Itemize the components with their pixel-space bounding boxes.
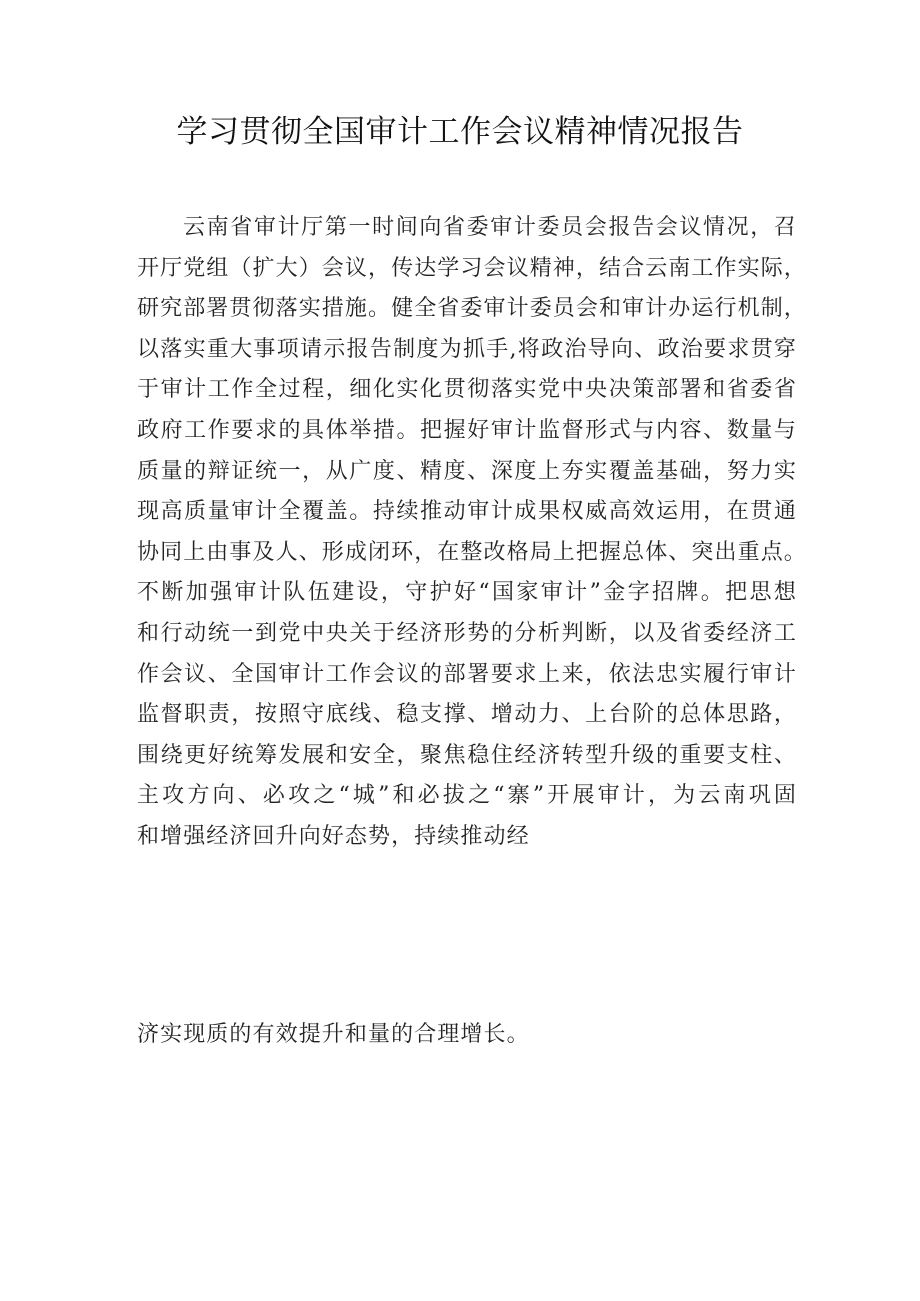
body-line: 云南省审计厅第一时间向省委审计委员会报告会议情况，召 <box>183 215 797 240</box>
body-line: 监督职责，按照守底线、稳支撑、增动力、上台阶的总体思路， <box>137 702 797 728</box>
body-line: 研究部署贯彻落实措施。健全省委审计委员会和审计办运行机制， <box>137 296 807 322</box>
body-line: 协同上由事及人、形成闭环，在整改格局上把握总体、突出重点。 <box>137 539 807 565</box>
body-line: 开厅党组（扩大）会议，传达学习会议精神，结合云南工作实际， <box>137 255 807 281</box>
body-line: 质量的辩证统一，从广度、精度、深度上夯实覆盖基础，努力实 <box>137 458 797 484</box>
body-line: 作会议、全国审计工作会议的部署要求上来，依法忠实履行审计 <box>137 661 797 687</box>
body-line: 以落实重大事项请示报告制度为抓手,将政治导向、政治要求贯穿 <box>137 336 797 362</box>
body-line: 政府工作要求的具体举措。把握好审计监督形式与内容、数量与 <box>137 417 797 443</box>
body-line: 和增强经济回升向好态势，持续推动经 <box>137 823 530 849</box>
body-line: 不断加强审计队伍建设，守护好“国家审计”金字招牌。把思想 <box>137 580 797 606</box>
body-paragraph <box>137 208 807 858</box>
document-title: 学习贯彻全国审计工作会议精神情况报告 <box>176 114 744 150</box>
body-line: 主攻方向、必攻之“城”和必拔之“寨”开展审计，为云南巩固 <box>137 783 797 809</box>
body-line: 和行动统一到党中央关于经济形势的分析判断，以及省委经济工 <box>137 620 797 646</box>
body-line: 现高质量审计全覆盖。持续推动审计成果权威高效运用，在贯通 <box>137 499 797 525</box>
body-line: 围绕更好统筹发展和安全，聚焦稳住经济转型升级的重要支柱、 <box>137 742 797 768</box>
closing-line: 济实现质的有效提升和量的合理增长。 <box>137 1022 530 1047</box>
body-line: 于审计工作全过程，细化实化贯彻落实党中央决策部署和省委省 <box>137 377 797 403</box>
